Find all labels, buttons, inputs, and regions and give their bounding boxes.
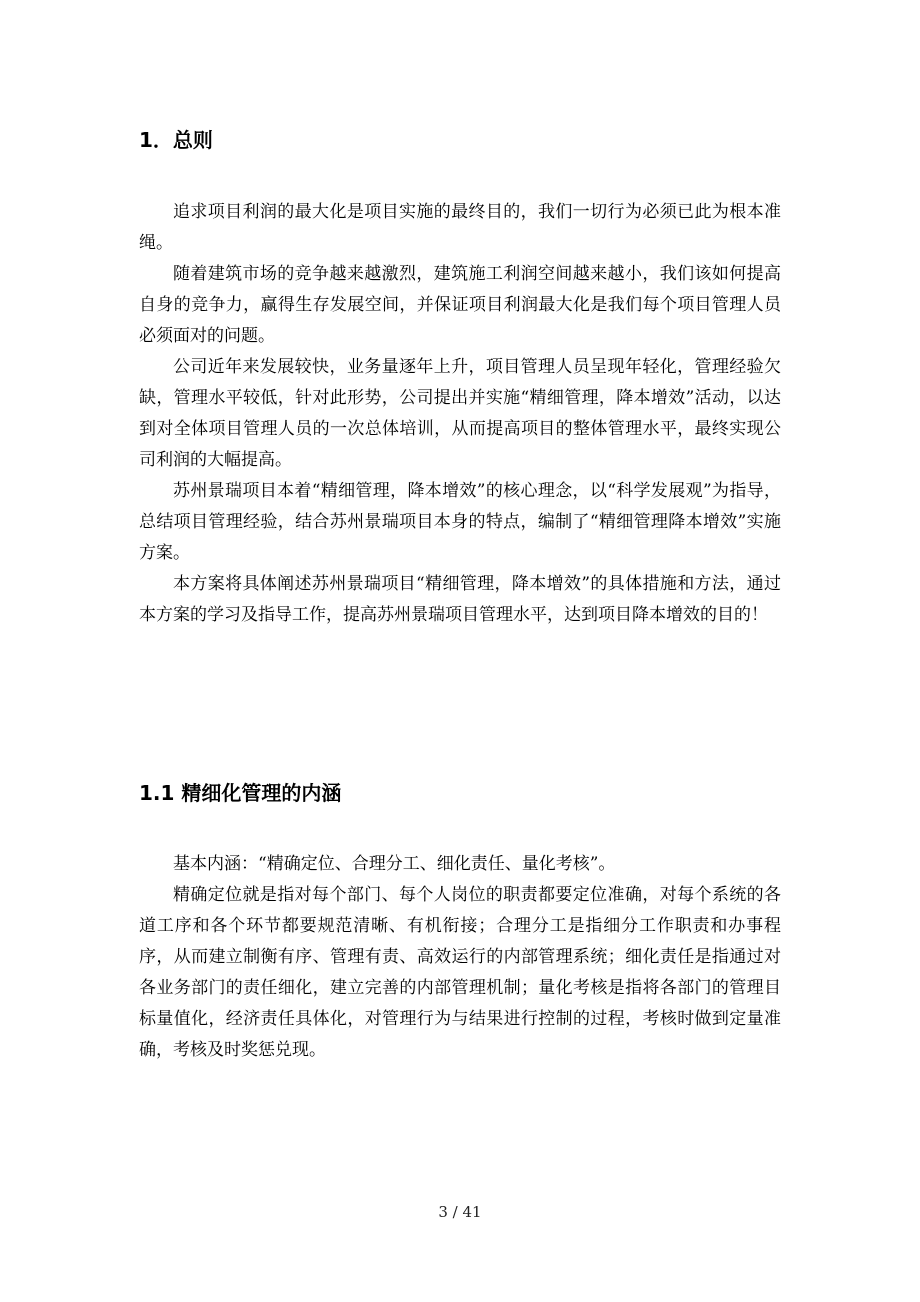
paragraph: 追求项目利润的最大化是项目实施的最终目的，我们一切行为必须已此为根本准绳。 [139, 202, 781, 253]
page-number: 3 / 41 [438, 1203, 482, 1221]
paragraph: 公司近年来发展较快，业务量逐年上升，项目管理人员呈现年轻化，管理经验欠缺，管理水平较低，针对此形势，公司提出并实施“精细管理，降本增效”活动，以达到对全体项目管理人员的一次总体培训，从而提高项目的整体管理水平，最终实现公司利润的大幅提高。 [139, 357, 781, 470]
paragraph: 随着建筑市场的竞争越来越激烈，建筑施工利润空间越来越小，我们该如何提高自身的竞争力，赢得生存发展空间，并保证项目利润最大化是我们每个项目管理人员必须面对的问题。 [139, 264, 781, 346]
section-body-general [139, 197, 781, 631]
paragraph: 苏州景瑞项目本着“精细管理，降本增效”的核心理念，以“科学发展观”为指导，总结项目管理经验，结合苏州景瑞项目本身的特点，编制了“精细管理降本增效”实施方案。 [139, 481, 781, 563]
paragraph: 本方案将具体阐述苏州景瑞项目“精细管理，降本增效”的具体措施和方法，通过本方案的学习及指导工作，提高苏州景瑞项目管理水平，达到项目降本增效的目的！ [139, 574, 781, 625]
paragraph: 基本内涵：“精确定位、合理分工、细化责任、量化考核”。 [173, 854, 616, 874]
section-heading-refined-management: 1.1 精细化管理的内涵 [139, 781, 342, 805]
section-heading-general: 1．总则 [139, 128, 213, 152]
section-body-refined-management [139, 849, 781, 1066]
paragraph: 精确定位就是指对每个部门、每个人岗位的职责都要定位准确，对每个系统的各道工序和各个环节都要规范清晰、有机衔接；合理分工是指细分工作职责和办事程序，从而建立制衡有序、管理有责、高效运行的内部管理系统；细化责任是指通过对各业务部门的责任细化，建立完善的内部管理机制；量化考核是指将各部门的管理目标量值化，经济责任具体化，对管理行为与结果进行控制的过程，考核时做到定量准确，考核及时奖惩兑现。 [139, 885, 781, 1060]
